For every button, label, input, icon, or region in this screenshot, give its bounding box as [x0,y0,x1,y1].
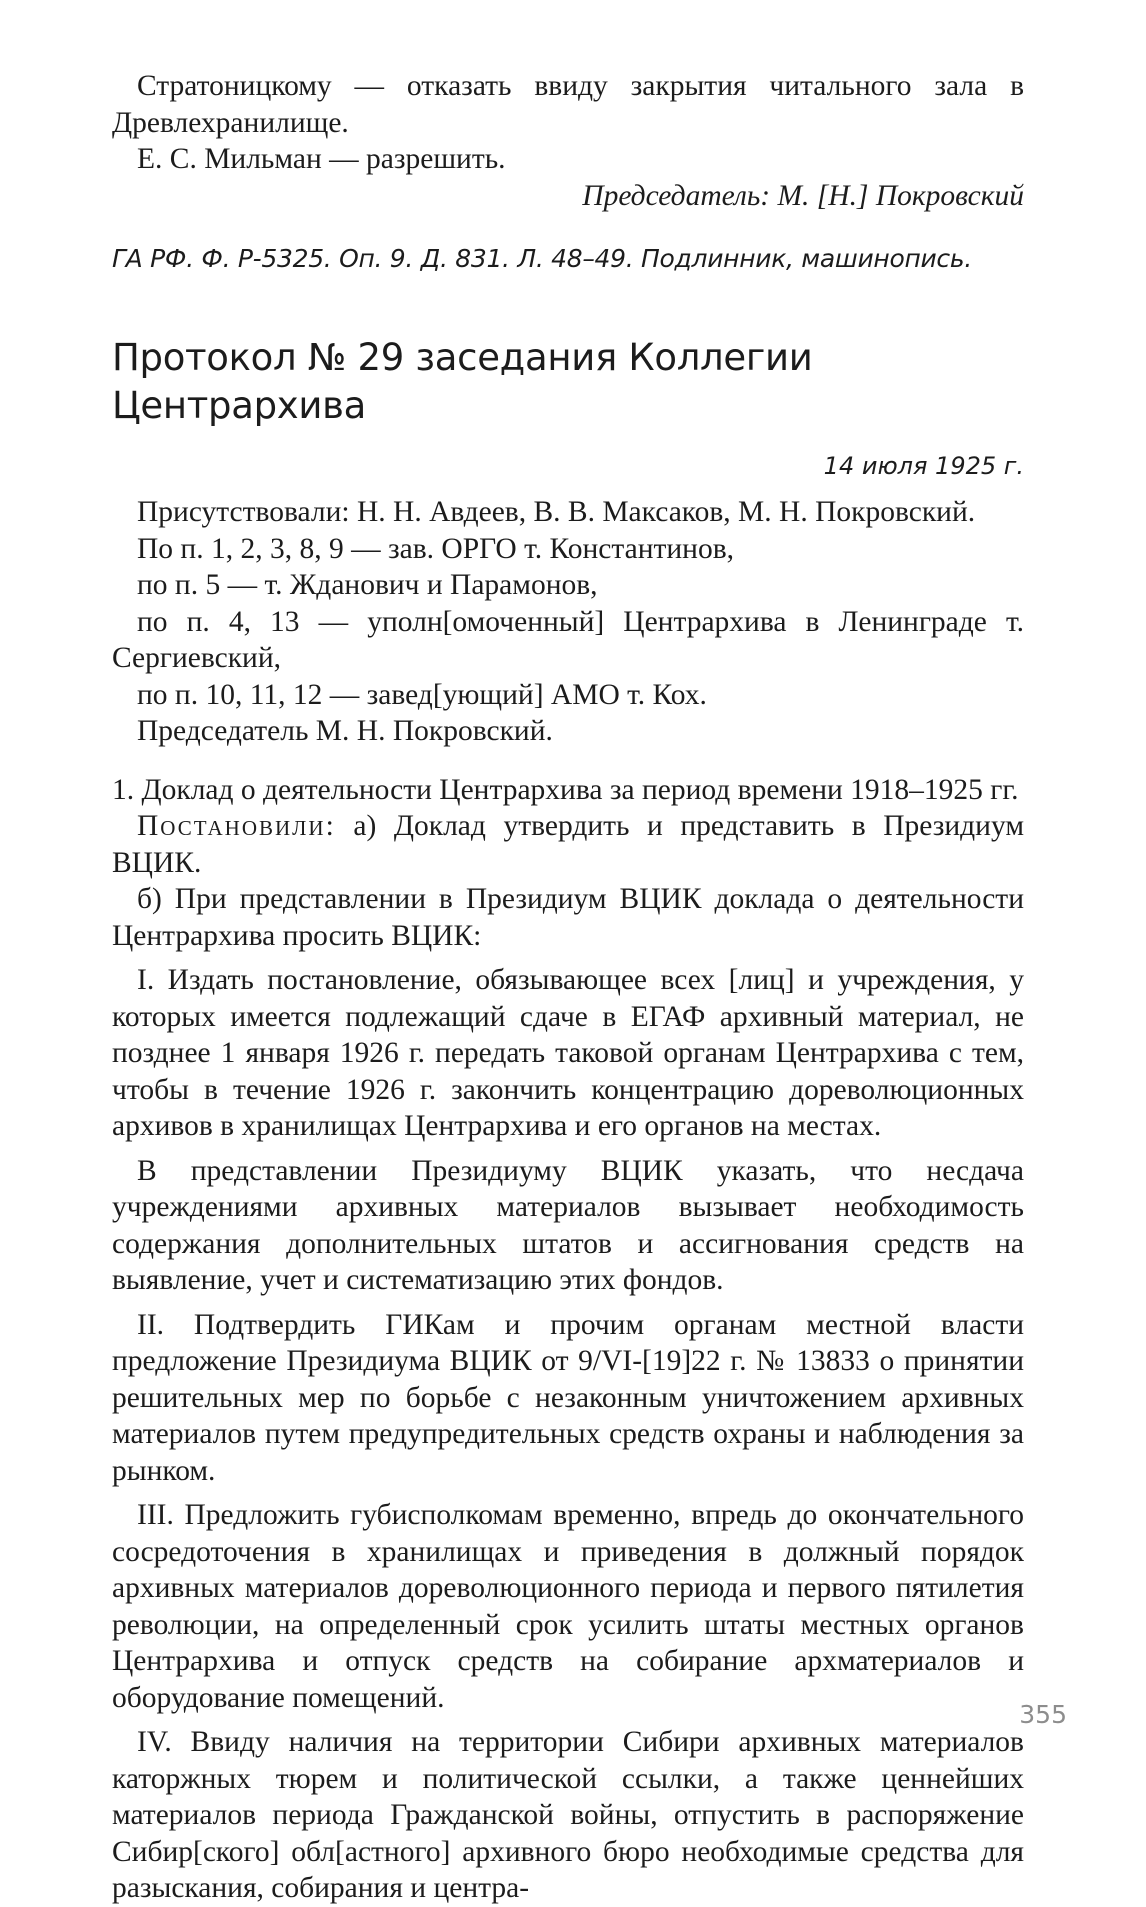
attendee-line: по п. 10, 11, 12 — завед[ующий] АМО т. Кох. [137,678,707,711]
archive-source: ГА РФ. Ф. Р-5325. Оп. 9. Д. 831. Л. 48–49. Подлинник, машинопись. [112,244,972,273]
resolved-a: а) Доклад утвердить и представить в Президиум ВЦИК. [112,810,1024,879]
attendee-line: по п. 4, 13 — уполн[омоченный] Центрархива в Ленинграде т. Сергиевский, [112,605,1024,674]
protocol-date: 14 июля 1925 г. [823,452,1024,480]
point-4: IV. Ввиду наличия на территории Сибири архивных материалов каторжных тюрем и политической ссылки, а также ценнейших материалов периода Гражданской войны, отпустить в распоряжение Сибир[ского] обл[астного] архивного бюро необходимые средства для разыскания, собирания и центра- [112,1726,1024,1904]
resolved-label: Постановили: [137,810,336,842]
attendee-line: по п. 5 — т. Жданович и Парамонов, [137,569,598,601]
attendee-line: Председатель М. Н. Покровский. [137,715,553,747]
agenda-item: 1. Доклад о деятельности Центрархива за период времени 1918–1925 гг. [112,773,1019,806]
resolution [112,808,1024,881]
resolution-b: б) При представлении в Президиум ВЦИК доклада о деятельности Центрархива просить ВЦИК: [112,883,1024,952]
point-2: II. Подтвердить ГИКам и прочим органам местной власти предложение Президиума ВЦИК от 9/VI-[19]22 г. № 13833 о принятии решительных мер по борьбе с незаконным уничтожением архивных материалов путем предупредительных средств охраны и наблюдения за рынком. [112,1308,1024,1487]
point-1b: В представлении Президиуму ВЦИК указать, что несдача учреждениями архивных материалов вызывает необходимость содержания дополнительных штатов и ассигнования средств на выявление, учет и систематизацию этих фондов. [112,1154,1024,1296]
signature: Председатель: М. [Н.] Покровский [582,179,1024,212]
text-line: Е. С. Мильман — разрешить. [137,143,506,175]
page-number: 355 [1019,1700,1067,1729]
point-1: I. Издать постановление, обязывающее всех [лиц] и учреждения, у которых имеется подлежащий сдаче в ЕГАФ архивный материал, не позднее 1 января 1926 г. передать таковой органам Центрархива с тем, чтобы в течение 1926 г. закончить концентрацию дореволюционных архивов в хранилищах Центрархива и его органов на местах. [112,964,1024,1142]
text-line: Стратоницкому — отказать ввиду закрытия читального зала в Древлехранилище. [112,70,1024,139]
point-3: III. Предложить губисполкомам временно, впредь до окончательного сосредоточения в хранилищах и приведения в должный порядок архивных материалов дореволюционного периода и первого пятилетия революции, на определенный срок усилить штаты местных органов Центрархива и отпуск средств на собирание архматериалов и оборудование помещений. [112,1499,1024,1714]
attendee-line: Присутствовали: Н. Н. Авдеев, В. В. Максаков, М. Н. Покровский. [137,496,976,528]
attendee-line: По п. 1, 2, 3, 8, 9 — зав. ОРГО т. Константинов, [137,532,735,565]
protocol-title: Протокол № 29 заседания Коллегии Центрархива [112,336,813,427]
